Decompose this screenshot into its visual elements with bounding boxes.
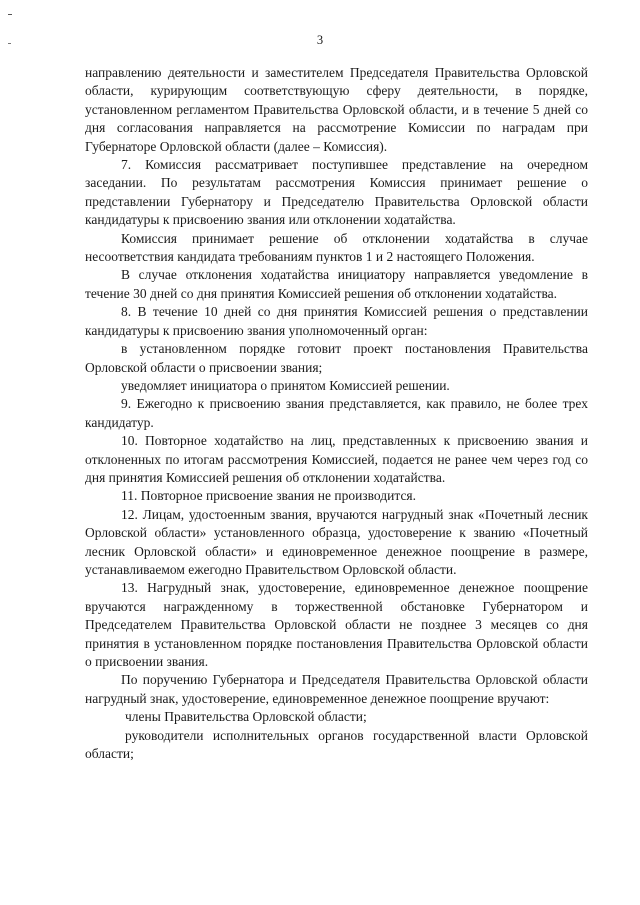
paragraph: Комиссия принимает решение об отклонении ходатайства в случае несоответствия кандидата требованиям пунктов 1 и 2 настоящего Положения. [85,230,588,265]
paragraph: По поручению Губернатора и Председателя Правительства Орловской области нагрудный знак, удостоверение, единовременное денежное поощрение вручают: [85,672,588,706]
paragraph: В случае отклонения ходатайства инициатору направляется уведомление в течение 30 дней со дня принятия Комиссией решения об отклонении ходатайства. [85,267,588,301]
scan-artifact [8,14,12,15]
paragraph: в установленном порядке готовит проект постановления Правительства Орловской области о присвоении звания; [85,341,588,375]
paragraph: руководители исполнительных органов государственной власти Орловской области; [85,727,588,762]
paragraph: уведомляет инициатора о принятом Комиссией решении. [121,377,450,393]
paragraph: 13. Нагрудный знак, удостоверение, единовременное денежное поощрение вручаются награжденному в торжественной обстановке Губернатором и Председателем Правительства Орловской области не позднее 3 месяцев со дня принятия в установленном порядке постановления Правительства Орловской области о присвоении звания. [85,580,588,669]
paragraph: члены Правительства Орловской области; [125,709,367,725]
paragraph: 11. Повторное присвоение звания не производится. [121,488,417,504]
paragraph: 9. Ежегодно к присвоению звания представляется, как правило, не более трех кандидатур. [85,396,588,430]
paragraph: 10. Повторное ходатайство на лиц, представленных к присвоению звания и отклоненных по итогам рассмотрения Комиссией, подается не ранее чем через год со дня принятия Комиссией решения об отклонении ходатайства. [85,433,588,485]
page-number: 3 [316,33,324,47]
paragraph: 8. В течение 10 дней со дня принятия Комиссией решения о представлении кандидатуры к присвоению звания уполномоченный орган: [85,304,588,338]
paragraph: 12. Лицам, удостоенным звания, вручаются нагрудный знак «Почетный лесник Орловской области» установленного образца, удостоверение к званию «Почетный лесник Орловской области» и единовременное денежное поощрение в размере, устанавливаемом ежегодно Правительством Орловской области. [85,506,588,577]
document-body [85,64,588,763]
paragraph: направлению деятельности и заместителем Председателя Правительства Орловской области, курирующим соответствующую сферу деятельности, в порядке, установленном регламентом Правительства Орловской области, и в течение 5 дней со дня согласования направляется на рассмотрение Комиссии по наградам при Губернаторе Орловской области (далее – Комиссия). [85,65,588,154]
paragraph: 7. Комиссия рассматривает поступившее представление на очередном заседании. По результатам рассмотрения Комиссия принимает решение о представлении Губернатору и Председателю Правительства Орловской области кандидатуры к присвоению звания или отклонении ходатайства. [85,157,588,228]
